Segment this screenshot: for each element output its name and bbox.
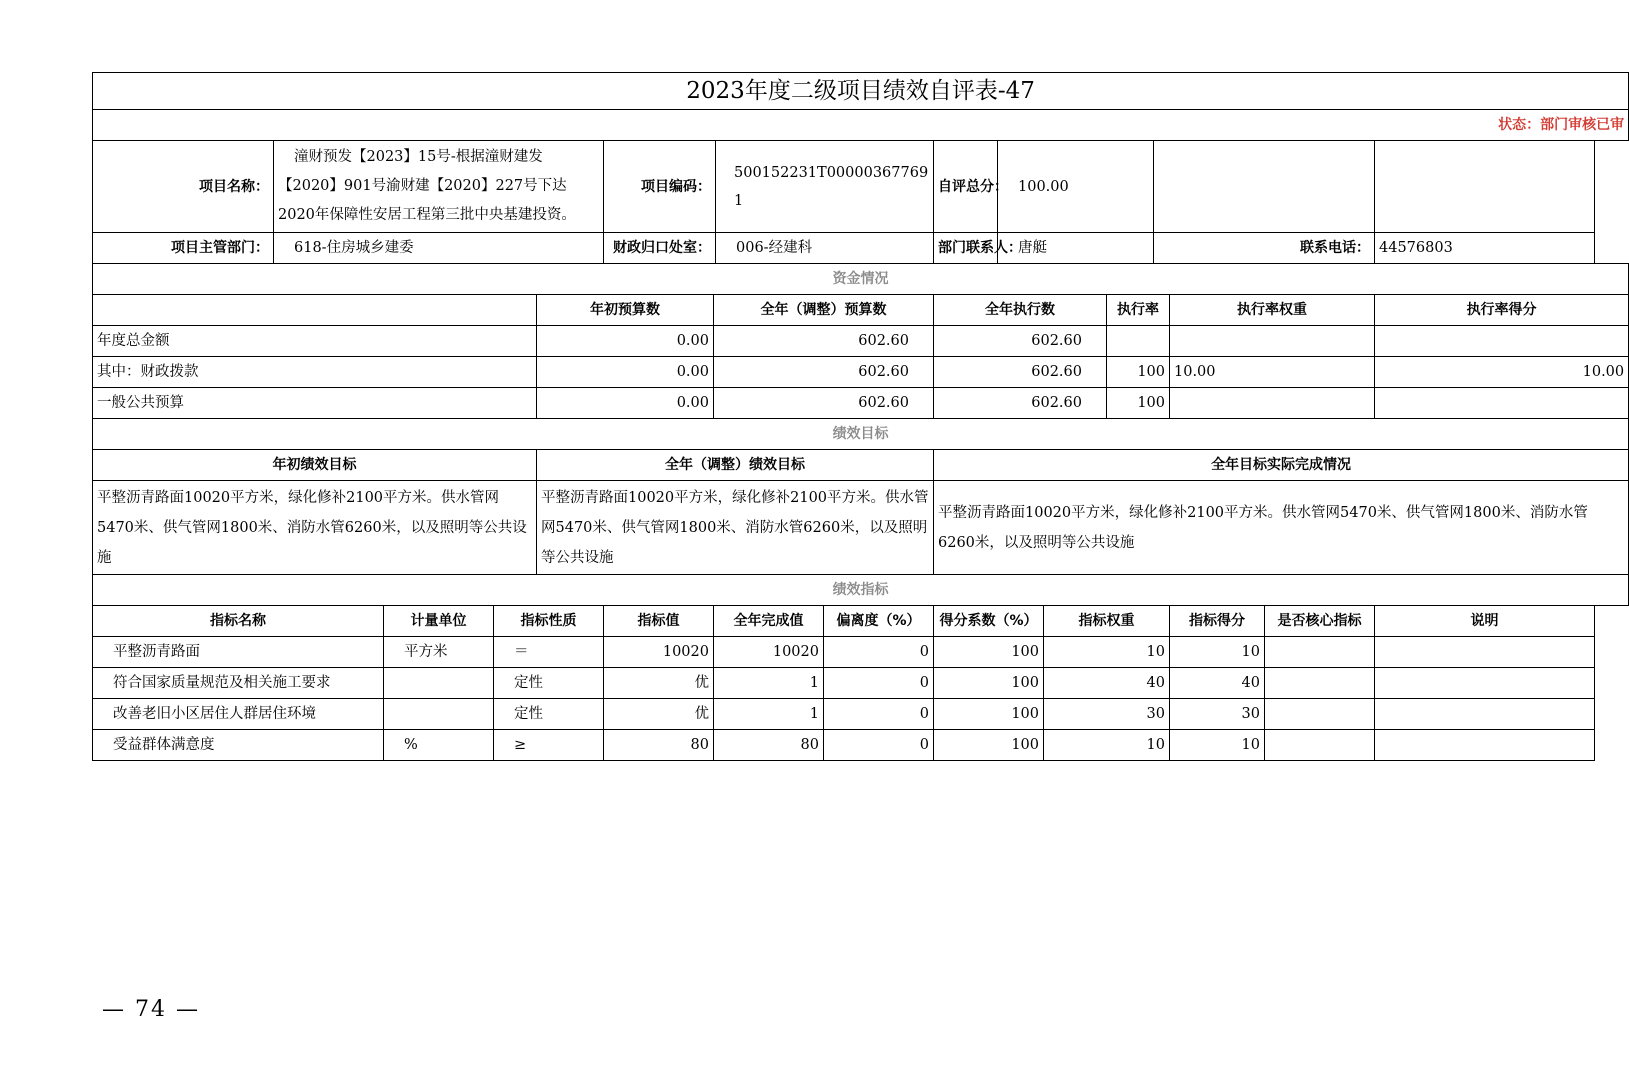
ind-deviation: 0 bbox=[824, 637, 934, 668]
goals-header-actual: 全年目标实际完成情况 bbox=[934, 450, 1629, 481]
ind-header-unit: 计量单位 bbox=[384, 606, 494, 637]
ind-note bbox=[1375, 730, 1595, 761]
ind-coef: 100 bbox=[934, 730, 1044, 761]
funds-weight: 10.00 bbox=[1170, 357, 1375, 388]
ind-core bbox=[1265, 637, 1375, 668]
ind-name: 平整沥青路面 bbox=[93, 637, 384, 668]
goal-actual-text: 平整沥青路面10020平方米，绿化修补2100平方米。供水管网5470米、供气管网1800米、消防水管6260米，以及照明等公共设施 bbox=[934, 481, 1629, 575]
page-number: — 74 — bbox=[102, 997, 200, 1022]
ind-header-score: 指标得分 bbox=[1170, 606, 1265, 637]
evaluation-sheet bbox=[92, 72, 1625, 761]
self-score-label: 自评总分： bbox=[934, 141, 998, 233]
funds-executed: 602.60 bbox=[934, 326, 1107, 357]
ind-weight: 30 bbox=[1044, 699, 1170, 730]
self-score-value: 100.00 bbox=[998, 141, 1154, 233]
blank-cell bbox=[1154, 141, 1375, 233]
ind-target: 优 bbox=[604, 668, 714, 699]
ind-unit: % bbox=[384, 730, 494, 761]
ind-score: 10 bbox=[1170, 730, 1265, 761]
funds-adjusted: 602.60 bbox=[714, 388, 934, 419]
funds-rate: 100 bbox=[1107, 357, 1170, 388]
ind-target: 10020 bbox=[604, 637, 714, 668]
funds-header-score: 执行率得分 bbox=[1375, 295, 1629, 326]
funds-score: 10.00 bbox=[1375, 357, 1629, 388]
funds-row bbox=[93, 326, 1629, 357]
ind-nature: ≥ bbox=[494, 730, 604, 761]
ind-unit bbox=[384, 668, 494, 699]
table-row bbox=[93, 699, 1629, 730]
ind-deviation: 0 bbox=[824, 699, 934, 730]
contact-value: 唐艇 bbox=[998, 233, 1154, 264]
ind-name: 受益群体满意度 bbox=[93, 730, 384, 761]
ind-weight: 10 bbox=[1044, 637, 1170, 668]
ind-actual: 80 bbox=[714, 730, 824, 761]
funds-row-label: 年度总金额 bbox=[93, 326, 537, 357]
contact-label: 部门联系人： bbox=[934, 233, 998, 264]
evaluation-table bbox=[92, 72, 1629, 761]
ind-actual: 10020 bbox=[714, 637, 824, 668]
ind-core bbox=[1265, 699, 1375, 730]
goal-adjusted-text: 平整沥青路面10020平方米，绿化修补2100平方米。供水管网5470米、供气管网1800米、消防水管6260米，以及照明等公共设施 bbox=[537, 481, 934, 575]
phone-label: 联系电话： bbox=[1154, 233, 1375, 264]
ind-deviation: 0 bbox=[824, 730, 934, 761]
goals-header-adjusted: 全年（调整）绩效目标 bbox=[537, 450, 934, 481]
dept-value: 618-住房城乡建委 bbox=[274, 233, 604, 264]
indicators-section-title: 绩效指标 bbox=[93, 575, 1629, 606]
funds-header-executed: 全年执行数 bbox=[934, 295, 1107, 326]
ind-score: 10 bbox=[1170, 637, 1265, 668]
funds-adjusted: 602.60 bbox=[714, 357, 934, 388]
ind-score: 30 bbox=[1170, 699, 1265, 730]
ind-header-target: 指标值 bbox=[604, 606, 714, 637]
project-code-value: 500152231T00000367769 1 bbox=[716, 141, 934, 233]
ind-header-deviation: 偏离度（%） bbox=[824, 606, 934, 637]
ind-nature: ＝ bbox=[494, 637, 604, 668]
project-code-label: 项目编码： bbox=[604, 141, 716, 233]
ind-coef: 100 bbox=[934, 668, 1044, 699]
funds-rate: 100 bbox=[1107, 388, 1170, 419]
blank-cell bbox=[1375, 141, 1595, 233]
table-row bbox=[93, 637, 1629, 668]
funds-initial: 0.00 bbox=[537, 326, 714, 357]
status-badge: 状态：部门审核已审 bbox=[93, 110, 1629, 141]
finance-office-label: 财政归口处室： bbox=[604, 233, 716, 264]
page-title: 2023年度二级项目绩效自评表-47 bbox=[93, 73, 1629, 110]
ind-header-weight: 指标权重 bbox=[1044, 606, 1170, 637]
funds-adjusted: 602.60 bbox=[714, 326, 934, 357]
ind-name: 改善老旧小区居住人群居住环境 bbox=[93, 699, 384, 730]
ind-core bbox=[1265, 730, 1375, 761]
ind-header-actual: 全年完成值 bbox=[714, 606, 824, 637]
funds-header-adjusted: 全年（调整）预算数 bbox=[714, 295, 934, 326]
funds-rate bbox=[1107, 326, 1170, 357]
project-name-label: 项目名称： bbox=[93, 141, 274, 233]
ind-name: 符合国家质量规范及相关施工要求 bbox=[93, 668, 384, 699]
funds-score bbox=[1375, 388, 1629, 419]
ind-weight: 40 bbox=[1044, 668, 1170, 699]
funds-row bbox=[93, 357, 1629, 388]
funds-header-blank bbox=[93, 295, 537, 326]
funds-header-rate: 执行率 bbox=[1107, 295, 1170, 326]
ind-score: 40 bbox=[1170, 668, 1265, 699]
ind-note bbox=[1375, 637, 1595, 668]
table-row bbox=[93, 730, 1629, 761]
ind-note bbox=[1375, 668, 1595, 699]
ind-unit: 平方米 bbox=[384, 637, 494, 668]
funds-row-label: 其中：财政拨款 bbox=[93, 357, 537, 388]
ind-deviation: 0 bbox=[824, 668, 934, 699]
funds-initial: 0.00 bbox=[537, 357, 714, 388]
ind-header-note: 说明 bbox=[1375, 606, 1595, 637]
ind-actual: 1 bbox=[714, 668, 824, 699]
ind-coef: 100 bbox=[934, 699, 1044, 730]
ind-nature: 定性 bbox=[494, 699, 604, 730]
funds-score bbox=[1375, 326, 1629, 357]
table-row bbox=[93, 668, 1629, 699]
funds-weight bbox=[1170, 326, 1375, 357]
funds-executed: 602.60 bbox=[934, 388, 1107, 419]
funds-weight bbox=[1170, 388, 1375, 419]
ind-note bbox=[1375, 699, 1595, 730]
ind-coef: 100 bbox=[934, 637, 1044, 668]
goals-section-title: 绩效目标 bbox=[93, 419, 1629, 450]
funds-executed: 602.60 bbox=[934, 357, 1107, 388]
ind-target: 优 bbox=[604, 699, 714, 730]
goal-initial-text: 平整沥青路面10020平方米，绿化修补2100平方米。供水管网5470米、供气管网1800米、消防水管6260米，以及照明等公共设施 bbox=[93, 481, 537, 575]
ind-header-coef: 得分系数（%） bbox=[934, 606, 1044, 637]
ind-actual: 1 bbox=[714, 699, 824, 730]
ind-header-name: 指标名称 bbox=[93, 606, 384, 637]
finance-office-value: 006-经建科 bbox=[716, 233, 934, 264]
ind-core bbox=[1265, 668, 1375, 699]
dept-label: 项目主管部门： bbox=[93, 233, 274, 264]
project-name-value: 潼财预发【2023】15号-根据潼财建发【2020】901号渝财建【2020】227号下达2020年保障性安居工程第三批中央基建投资。 bbox=[274, 141, 604, 233]
phone-value: 44576803 bbox=[1375, 233, 1595, 264]
goals-header-initial: 年初绩效目标 bbox=[93, 450, 537, 481]
ind-nature: 定性 bbox=[494, 668, 604, 699]
funds-header-weight: 执行率权重 bbox=[1170, 295, 1375, 326]
funds-header-initial: 年初预算数 bbox=[537, 295, 714, 326]
ind-unit bbox=[384, 699, 494, 730]
ind-header-core: 是否核心指标 bbox=[1265, 606, 1375, 637]
funds-row-label: 一般公共预算 bbox=[93, 388, 537, 419]
ind-target: 80 bbox=[604, 730, 714, 761]
ind-weight: 10 bbox=[1044, 730, 1170, 761]
funds-row bbox=[93, 388, 1629, 419]
funds-section-title: 资金情况 bbox=[93, 264, 1629, 295]
funds-initial: 0.00 bbox=[537, 388, 714, 419]
ind-header-nature: 指标性质 bbox=[494, 606, 604, 637]
